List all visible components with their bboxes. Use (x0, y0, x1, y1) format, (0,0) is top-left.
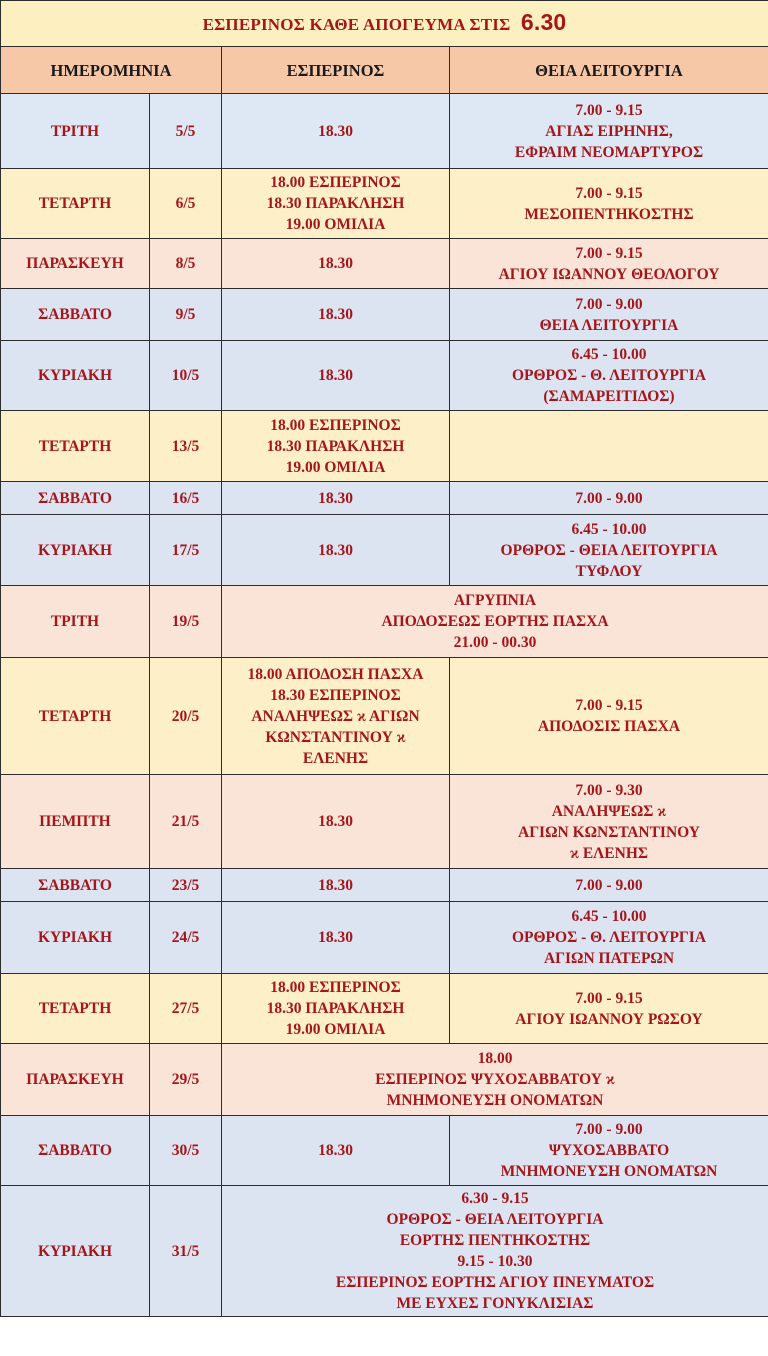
row-liturgy (450, 775, 768, 869)
row-date: 23/5 (150, 869, 222, 902)
cell-line: 18.30 (318, 1142, 353, 1159)
cell-line: 18.00 ΕΣΠΕΡΙΝΟΣ (270, 979, 401, 996)
cell-line: ΑΓΙΩΝ ΠΑΤΕΡΩΝ (543, 950, 675, 967)
cell-line: 7.00 - 9.15 (575, 101, 643, 119)
row-vespers (222, 341, 450, 411)
cell-line: ΟΡΘΡΟΣ - ΘΕΙΑ ΛΕΙΤΟΥΡΓΙΑ (386, 1211, 604, 1228)
cell-line: 6.45 - 10.00 (571, 908, 647, 925)
cell-line: 7.00 - 9.15 (575, 244, 643, 262)
cell-line: 18.30 ΠΑΡΑΚΛΗΣΗ (266, 1000, 405, 1017)
row-vespers (222, 515, 450, 586)
cell-line: ΑΠΟΔΟΣΕΩΣ ΕΟΡΤΗΣ ΠΑΣΧΑ (381, 613, 609, 630)
row-date: 29/5 (150, 1044, 222, 1116)
cell-line: ΑΠΟΔΟΣΙΣ ΠΑΣΧΑ (537, 718, 681, 735)
row-liturgy (450, 869, 768, 902)
cell-line: ΘΕΙΑ ΛΕΙΤΟΥΡΓΙΑ (539, 316, 679, 334)
row-liturgy (450, 974, 768, 1044)
row-day: ΣΑΒΒΑΤΟ (1, 289, 150, 341)
cell-line: 18.30 (318, 813, 353, 830)
cell-line: 18.30 ΕΣΠΕΡΙΝΟΣ (270, 686, 401, 704)
cell-line: ΜΝΗΜΟΝΕΥΣΗ ΟΝΟΜΑΤΩΝ (386, 1092, 604, 1109)
row-day: ΠΑΡΑΣΚΕΥΗ (1, 239, 150, 289)
schedule-row (1, 586, 768, 658)
row-day: ΚΥΡΙΑΚΗ (1, 341, 150, 411)
schedule-title (1, 1, 768, 47)
row-date: 20/5 (150, 658, 222, 775)
cell-line: 18.30 (318, 255, 353, 272)
cell-line: 7.00 - 9.15 (575, 697, 643, 714)
cell-line: 7.00 - 9.15 (575, 989, 643, 1007)
schedule-row (1, 515, 768, 586)
cell-line: 6.30 - 9.15 (461, 1190, 529, 1207)
cell-line: 18.00 ΑΠΟΔΟΣΗ ΠΑΣΧΑ (247, 665, 424, 683)
row-vespers (222, 869, 450, 902)
row-day: ΤΕΤΑΡΤΗ (1, 411, 150, 482)
schedule-row (1, 1044, 768, 1116)
row-day: ΤΡΙΤΗ (1, 94, 150, 169)
row-vespers (222, 974, 450, 1044)
row-liturgy (450, 658, 768, 775)
cell-line: ΟΡΘΡΟΣ - Θ. ΛΕΙΤΟΥΡΓΙΑ (511, 929, 707, 946)
row-merged-info (222, 1186, 768, 1317)
schedule-row (1, 869, 768, 902)
row-liturgy (450, 1116, 768, 1186)
row-date: 6/5 (150, 169, 222, 239)
cell-line: ΨΥΧΟΣΑΒΒΑΤΟ (548, 1142, 670, 1159)
cell-line: ΜΝΗΜΟΝΕΥΣΗ ΟΝΟΜΑΤΩΝ (500, 1163, 718, 1180)
cell-line: ΕΣΠΕΡΙΝΟΣ ΨΥΧΟΣΑΒΒΑΤΟΥ ϰ (375, 1071, 615, 1088)
row-liturgy (450, 94, 768, 169)
cell-line: ΕΦΡΑΙΜ ΝΕΟΜΑΡΤΥΡΟΣ (514, 143, 704, 161)
row-date: 9/5 (150, 289, 222, 341)
cell-line: 18.00 (477, 1050, 513, 1067)
cell-line: 6.45 - 10.00 (571, 520, 647, 538)
schedule-row (1, 94, 768, 169)
row-day: ΚΥΡΙΑΚΗ (1, 515, 150, 586)
cell-line: ΑΓΙΟΥ ΙΩΑΝΝΟΥ ΘΕΟΛΟΓΟΥ (498, 265, 720, 283)
schedule-row (1, 169, 768, 239)
schedule-row (1, 411, 768, 482)
schedule-row (1, 775, 768, 869)
cell-line: 19.00 ΟΜΙΛΙΑ (285, 216, 386, 233)
row-liturgy (450, 482, 768, 515)
cell-line: 18.30 ΠΑΡΑΚΛΗΣΗ (266, 195, 405, 212)
cell-line: ΕΟΡΤΗΣ ΠΕΝΤΗΚΟΣΤΗΣ (399, 1232, 591, 1249)
row-liturgy (450, 411, 768, 482)
row-liturgy (450, 341, 768, 411)
cell-line: 7.00 - 9.00 (575, 489, 643, 507)
cell-line: ΑΝΑΛΗΨΕΩΣ ϰ (551, 802, 667, 820)
row-day: ΤΡΙΤΗ (1, 586, 150, 658)
cell-line: 18.30 (318, 489, 353, 507)
schedule-row (1, 974, 768, 1044)
cell-line: 18.30 (318, 306, 353, 323)
schedule-row (1, 341, 768, 411)
cell-line: 18.30 (318, 876, 353, 894)
cell-line: 19.00 ΟΜΙΛΙΑ (285, 1021, 386, 1038)
title-time: 6.30 (520, 9, 567, 35)
header-date: ΗΜΕΡΟΜΗΝΙΑ (1, 47, 222, 94)
cell-line: ΟΡΘΡΟΣ - ΘΕΙΑ ΛΕΙΤΟΥΡΓΙΑ (500, 541, 718, 559)
row-date: 19/5 (150, 586, 222, 658)
row-merged-info (222, 1044, 768, 1116)
row-liturgy (450, 169, 768, 239)
cell-line: (ΣΑΜΑΡΕΙΤΙΔΟΣ) (543, 388, 675, 405)
row-day: ΚΥΡΙΑΚΗ (1, 1186, 150, 1317)
row-date: 16/5 (150, 482, 222, 515)
cell-line: ΜΕΣΟΠΕΝΤΗΚΟΣΤΗΣ (524, 205, 694, 223)
cell-line: ΜΕ ΕΥΧΕΣ ΓΟΝΥΚΛΙΣΙΑΣ (396, 1295, 594, 1312)
row-date: 27/5 (150, 974, 222, 1044)
row-vespers (222, 169, 450, 239)
cell-line: ΑΓΙΟΥ ΙΩΑΝΝΟΥ ΡΩΣΟΥ (515, 1010, 703, 1028)
title-text: ΕΣΠΕΡΙΝΟΣ ΚΑΘΕ ΑΠΟΓΕΥΜΑ ΣΤΙΣ (202, 15, 511, 34)
row-liturgy (450, 902, 768, 974)
cell-line: 21.00 - 00.30 (453, 634, 537, 651)
cell-line: 18.30 (318, 929, 353, 946)
cell-line: ΚΩΝΣΤΑΝΤΙΝΟΥ ϰ (265, 728, 406, 746)
row-vespers (222, 902, 450, 974)
row-date: 8/5 (150, 239, 222, 289)
cell-line: 18.30 (318, 541, 353, 559)
row-day: ΣΑΒΒΑΤΟ (1, 869, 150, 902)
row-day: ΠΑΡΑΣΚΕΥΗ (1, 1044, 150, 1116)
cell-line: 6.45 - 10.00 (571, 346, 647, 363)
cell-line: ΑΓΙΑΣ ΕΙΡΗΝΗΣ, (545, 122, 673, 140)
header-vespers: ΕΣΠΕΡΙΝΟΣ (222, 47, 450, 94)
row-vespers (222, 775, 450, 869)
cell-line: ΕΛΕΝΗΣ (302, 749, 369, 767)
row-liturgy (450, 239, 768, 289)
cell-line: 18.30 (318, 367, 353, 384)
row-date: 30/5 (150, 1116, 222, 1186)
row-date: 21/5 (150, 775, 222, 869)
cell-line: ΑΝΑΛΗΨΕΩΣ ϰ ΑΓΙΩΝ (251, 707, 420, 725)
schedule-row (1, 239, 768, 289)
row-day: ΣΑΒΒΑΤΟ (1, 1116, 150, 1186)
row-vespers (222, 658, 450, 775)
row-date: 5/5 (150, 94, 222, 169)
cell-line: 9.15 - 10.30 (457, 1253, 533, 1270)
cell-line: 18.30 (318, 122, 353, 140)
schedule-row (1, 1116, 768, 1186)
row-liturgy (450, 515, 768, 586)
cell-line: ϰ ΕΛΕΝΗΣ (569, 844, 649, 862)
row-date: 31/5 (150, 1186, 222, 1317)
row-date: 17/5 (150, 515, 222, 586)
cell-line: 18.00 ΕΣΠΕΡΙΝΟΣ (270, 416, 401, 434)
row-day: ΤΕΤΑΡΤΗ (1, 974, 150, 1044)
schedule-row (1, 482, 768, 515)
cell-line: 7.00 - 9.15 (575, 184, 643, 202)
row-liturgy (450, 289, 768, 341)
cell-line: ΑΓΙΩΝ ΚΩΝΣΤΑΝΤΙΝΟΥ (518, 823, 700, 841)
cell-line: 7.00 - 9.00 (575, 295, 643, 313)
row-day: ΚΥΡΙΑΚΗ (1, 902, 150, 974)
row-day: ΠΕΜΠΤΗ (1, 775, 150, 869)
cell-line: 19.00 ΟΜΙΛΙΑ (285, 458, 386, 476)
cell-line: 7.00 - 9.30 (575, 781, 643, 799)
row-date: 13/5 (150, 411, 222, 482)
row-day: ΤΕΤΑΡΤΗ (1, 658, 150, 775)
cell-line: ΑΓΡΥΠΝΙΑ (453, 592, 537, 609)
cell-line: ΕΣΠΕΡΙΝΟΣ ΕΟΡΤΗΣ ΑΓΙΟΥ ΠΝΕΥΜΑΤΟΣ (335, 1274, 655, 1291)
row-merged-info (222, 586, 768, 658)
cell-line: 7.00 - 9.00 (575, 876, 643, 894)
cell-line: 18.00 ΕΣΠΕΡΙΝΟΣ (270, 174, 401, 191)
row-day: ΣΑΒΒΑΤΟ (1, 482, 150, 515)
header-liturgy: ΘΕΙΑ ΛΕΙΤΟΥΡΓΙΑ (450, 47, 768, 94)
row-date: 24/5 (150, 902, 222, 974)
cell-line: 7.00 - 9.00 (575, 1121, 643, 1138)
row-vespers (222, 94, 450, 169)
cell-line: 18.30 ΠΑΡΑΚΛΗΣΗ (266, 437, 405, 455)
row-date: 10/5 (150, 341, 222, 411)
cell-line: ΟΡΘΡΟΣ - Θ. ΛΕΙΤΟΥΡΓΙΑ (511, 367, 707, 384)
row-vespers (222, 411, 450, 482)
cell-line: ΤΥΦΛΟΥ (575, 562, 643, 580)
schedule-row (1, 1186, 768, 1317)
schedule-row (1, 289, 768, 341)
schedule-row (1, 902, 768, 974)
row-vespers (222, 1116, 450, 1186)
row-vespers (222, 289, 450, 341)
schedule-row (1, 658, 768, 775)
row-vespers (222, 482, 450, 515)
row-vespers (222, 239, 450, 289)
row-day: ΤΕΤΑΡΤΗ (1, 169, 150, 239)
